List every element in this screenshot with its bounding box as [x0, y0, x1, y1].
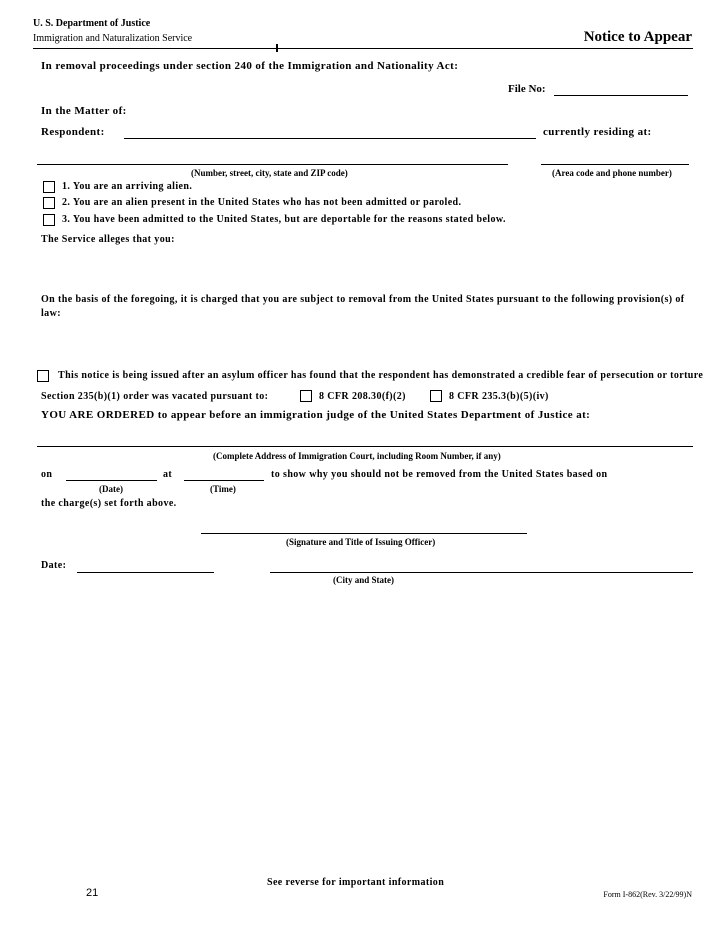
form-id: Form I-862(Rev. 3/22/99)N: [603, 890, 692, 899]
order-rest: to appear before an immigration judge of the United States Department of Justice at:: [154, 409, 591, 421]
date-field[interactable]: [66, 480, 157, 481]
respondent-field[interactable]: [124, 138, 536, 139]
date-caption: (Date): [99, 484, 123, 494]
on-label: on: [41, 469, 53, 480]
address-caption: (Number, street, city, state and ZIP code): [191, 168, 348, 178]
charges-set-forth: the charge(s) set forth above.: [41, 498, 177, 509]
status-checkbox-deportable[interactable]: [43, 214, 55, 226]
sign-date-field[interactable]: [77, 572, 214, 573]
order-text: [41, 409, 590, 421]
date-label: Date:: [41, 560, 67, 571]
vacated-option-235: 8 CFR 235.3(b)(5)(iv): [449, 391, 549, 402]
city-state-field[interactable]: [270, 572, 693, 573]
status-option-not-admitted: 2. You are an alien present in the United States who has not been admitted or paroled.: [62, 197, 462, 208]
residing-label: currently residing at:: [543, 126, 652, 138]
time-caption: (Time): [210, 484, 236, 494]
agency-name: U. S. Department of Justice: [33, 18, 151, 29]
vacated-checkbox-208[interactable]: [300, 390, 312, 402]
vacated-option-208: 8 CFR 208.30(f)(2): [319, 391, 406, 402]
signature-caption: (Signature and Title of Issuing Officer): [286, 537, 436, 547]
status-option-arriving: 1. You are an arriving alien.: [62, 181, 193, 192]
time-field[interactable]: [184, 480, 264, 481]
asylum-text: This notice is being issued after an asylum officer has found that the respondent has demonstrated a credible fear of persecution or torture: [58, 370, 704, 381]
matter-label: In the Matter of:: [41, 105, 127, 117]
charges-text-line2: law:: [41, 308, 61, 319]
vacated-checkbox-235[interactable]: [430, 390, 442, 402]
at-label: at: [163, 469, 173, 480]
status-checkbox-not-admitted[interactable]: [43, 197, 55, 209]
charges-text-line1: On the basis of the foregoing, it is charged that you are subject to removal from the United States pursuant to the following provision(s) of: [41, 294, 685, 305]
allegations-label: The Service alleges that you:: [41, 234, 175, 245]
city-caption: (City and State): [333, 575, 394, 585]
vacated-label: Section 235(b)(1) order was vacated pursuant to:: [41, 391, 269, 402]
address-field[interactable]: [37, 164, 508, 165]
court-caption: (Complete Address of Immigration Court, including Room Number, if any): [213, 451, 501, 461]
reverse-note: See reverse for important information: [267, 877, 445, 888]
agency-subname: Immigration and Naturalization Service: [33, 33, 193, 44]
phone-field[interactable]: [541, 164, 689, 165]
header-rule: [33, 48, 693, 49]
respondent-label: Respondent:: [41, 126, 105, 138]
file-no-label: File No:: [508, 83, 546, 95]
page-number: 21: [86, 887, 99, 899]
file-no-field[interactable]: [554, 95, 688, 96]
proceedings-text: In removal proceedings under section 240 of the Immigration and Nationality Act:: [41, 60, 459, 72]
header-tick: [276, 44, 278, 52]
order-lead: YOU ARE ORDERED: [41, 409, 155, 421]
form-title: Notice to Appear: [583, 29, 692, 45]
court-address-field[interactable]: [37, 446, 693, 447]
show-why-text: to show why you should not be removed from the United States based on: [271, 469, 608, 480]
phone-caption: (Area code and phone number): [552, 168, 672, 178]
status-checkbox-arriving[interactable]: [43, 181, 55, 193]
signature-field[interactable]: [201, 533, 527, 534]
asylum-checkbox[interactable]: [37, 370, 49, 382]
status-option-deportable: 3. You have been admitted to the United States, but are deportable for the reasons stated below.: [62, 214, 506, 225]
